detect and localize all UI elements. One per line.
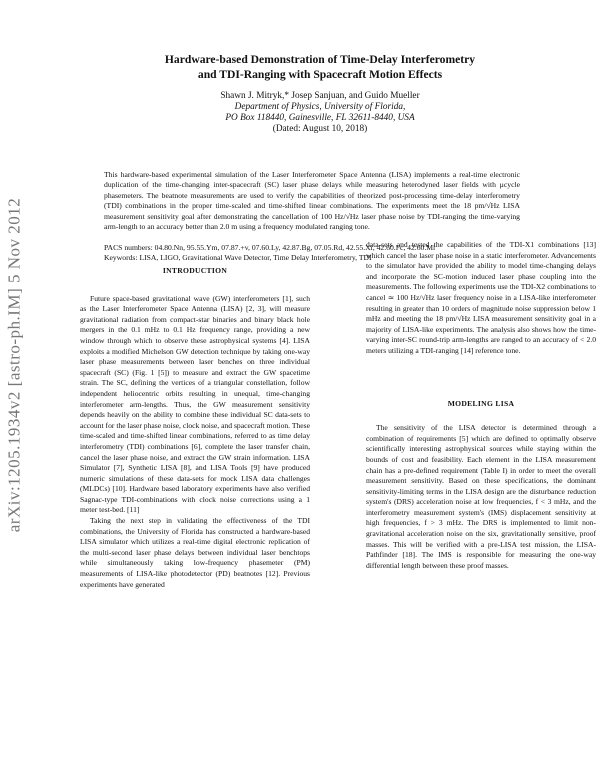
affiliation-line-2: PO Box 118440, Gainesville, FL 32611-8440, USA — [225, 113, 415, 123]
title-line-2: and TDI-Ranging with Spacecraft Motion Effects — [197, 68, 443, 81]
modeling-lisa-heading: MODELING LISA — [447, 398, 515, 408]
arxiv-identifier-text: arXiv:1205.1934v2 [astro-ph.IM] 5 Nov 2012 — [4, 197, 24, 533]
intro-paragraph-3: data-sets and tested the capabilities of the TDI-X1 combinations [13] which cancel the laser phase noise in a static interferometer. Advancements to the simulator have provided the ability to model time-changing delays and incorporate the SC-motion induced laser phase coupling into the measurements. The following experiments use the TDI-X2 combinations to cancel ≃ 100 Hz/√Hz laser frequency noise in a LISA-like interferometer resulting in greater than 10 orders of magnitude noise suppression below 1 mHz and meeting the 18 pm/√Hz LISA measurement sensitivity goal in a majority of LISA-like experiments. The analysis also shows how the time-varying inter-SC round-trip arm-lengths are ranged to an accuracy of < 2.0 meters utilizing a TDI-ranging [14] reference tone. — [366, 240, 596, 355]
affiliation-line-1: Department of Physics, University of Florida, — [234, 102, 406, 112]
introduction-heading: INTRODUCTION — [162, 266, 228, 275]
dated: (Dated: August 10, 2018) — [272, 124, 368, 134]
author-block — [60, 91, 580, 135]
right-column — [366, 240, 596, 571]
keywords: Keywords: LISA, LIGO, Gravitational Wave Detector, Time Delay Interferometry, TDI — [104, 253, 372, 263]
paper-title — [60, 52, 580, 82]
left-column — [80, 266, 310, 590]
intro-paragraph-2: Taking the next step in validating the effectiveness of the TDI combinations, the University of Florida has constructed a hardware-based LISA simulator which utilizes a real-time digital electronic replication of the multi-second laser phase delays between individual laser benchtops while simultaneously taking low-frequency phasemeter (PM) measurements of LISA-like photodetector (PD) beatnotes [12]. Previous experiments have generated — [80, 516, 310, 589]
authors: Shawn J. Mitryk,* Josep Sanjuan, and Guido Mueller — [220, 91, 420, 101]
modeling-paragraph-1: The sensitivity of the LISA detector is determined through a combination of requirements [5] which are defined to optimally observe scientifically interesting astrophysical sources while staying within the bounds of cost and feasibility. Each element in the LISA measurement chain has a pre-defined requirement (Table I) in order to meet the overall measurement sensitivity. Based on these specifications, the dominant sensitivity-limiting terms in the LISA design are the disturbance reduction system's (DRS) acceleration noise at low frequencies, f < 3 mHz, and the interferometry measurement system's (IMS) displacement sensitivity at high frequencies, f > 3 mHz. The DRS is implemented to limit non-gravitational acceleration noise on the six, gravitationally sensitive, proof masses. This will be verified with a pre-LISA test mission, the LISA-Pathfinder [18]. The IMS is responsible for measuring the one-way differential length between these proof masses. — [366, 423, 596, 570]
pacs-numbers: PACS numbers: 04.80.Nn, 95.55.Ym, 07.87.+v, 07.60.Ly, 42.87.Bg, 07.05.Rd, 42.55.Xi, 42.60.Fc, 42.60.Mi — [104, 242, 436, 252]
title-line-1: Hardware-based Demonstration of Time-Delay Interferometry — [164, 53, 476, 66]
abstract-text: This hardware-based experimental simulation of the Laser Interferometer Space Antenna (LISA) implements a real-time electronic duplication of the time-changing inter-spacecraft (SC) laser phase delays while measuring heterodyned laser fields with μcycle phasemeters. The beatnote measurements are used to verify the capabilities of theorized post-processing time-delay interferometry (TDI) combinations in the proper time-scaled and time-shifted linear combinations. The experiments meet the 18 pm/√Hz LISA measurement sensitivity goal after demonstrating the cancellation of 100 Hz/√Hz laser phase noise by TDI-ranging the time-varying arm-length to an accuracy better than 2.0 m using a frequency modulated ranging tone. — [104, 170, 520, 232]
arxiv-identifier — [0, 150, 28, 580]
intro-paragraph-1: Future space-based gravitational wave (GW) interferometers [1], such as the Laser Interferometer Space Antenna (LISA) [2, 3], will measure gravitational radiation from compact-star binaries and binary black hole mergers in the 0.1 mHz to 0.1 Hz frequency range, providing a new window through which to observe these astrophysical systems [4]. LISA exploits a modified Michelson GW detection technique by taking one-way laser phase measurements between laser benches on three individual spacecraft (SC) (Fig. 1 [5]) to measure and extract the GW spacetime strain. The SC, defining the vertices of a triangular constellation, follow independent heliocentric orbits resulting in unequal, time-changing interferometer arm-lengths. Thus, the GW measurement sensitivity depends heavily on the ability to combine these individual SC data-sets to account for the laser phase noise, clock noise, and spacecraft motion. These time-scaled and time-shifted linear combinations, referred to as time delay interferometry (TDI) combinations [6], complete the laser transfer chain, cancel the laser phase noise, and extract the GW strain information. LISA Simulator [7], Synthetic LISA [8], and LISA Tools [9] have produced numeric simulations of these data-sets for mock LISA data challenges (MLDCs) [10]. Hardware based laboratory experiments have also verified Sagnac-type TDI-combinations with clock noise corrections using a 1 meter test-bed. [11] — [80, 293, 310, 515]
